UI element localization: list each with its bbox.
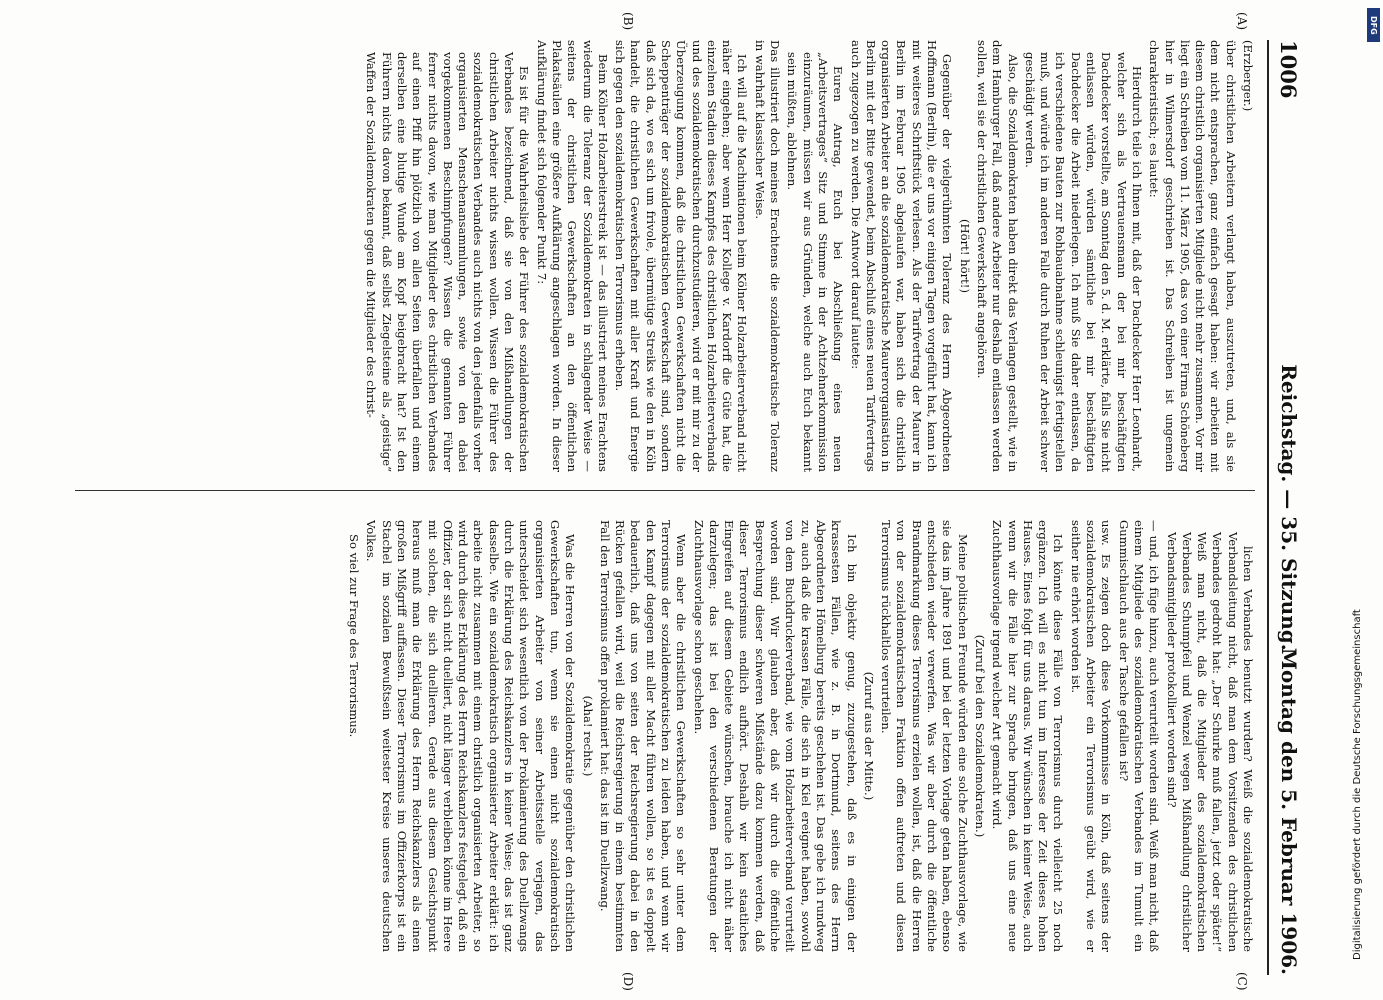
paragraph: Wenn aber die christlichen Gewerkschaften so sehr unter dem Terrorismus der sozialdemokratischen zu leiden haben, und wenn wir den Kampf dagegen mit aller Macht führen wollen, so ist es doppelt bedauerlich, daß uns von seiten der Reichsregierung dabei in den Rücken gefallen wird, weil die Reichsregierung in einem bestimmten Fall den Terrorismus offen proklamiert hat: das ist im Duellzwang. [597,520,689,952]
right-column [75,520,1255,952]
left-column [75,40,1255,472]
document-page [5,0,1325,1000]
paragraph: Das illustriert doch meines Erachtens die sozialdemokratische Toleranz in wahrhaft klassischer Weise. [752,40,783,472]
paragraph: Was die Herren von der Sozialdemokratie gegenüber den christlichen Gewerkschaften tun, wenn sie einen nicht sozialdemokratisch organisierten Arbeiter von seiner Arbeitsstelle verjagen, das unterscheidet sich wesentlich von der Proklamierung des Duellzwangs durch die Erklärung des Reichskanzlers in keiner Weise; das ist ganz dasselbe. Wie ein sozialdemokratisch organisierter Arbeiter erklärt: ich arbeite nicht zusammen mit einem christlich organisierten Arbeiter, so wird durch diese Erklärung des Herrn Reichskanzlers festgelegt, daß ein Offizier, der sich nicht duelliert, nicht länger verbleiben könne im Heere mit solchen, die sich duellieren. Gerade aus diesem Gesichtspunkt heraus muß man die Erklärung des Herrn Reichskanzlers als einen großen Mißgriff auffassen. Dieser Terrorismus im Offizierkorps ist ein Stachel im sozialen Bewußtsein weitester Kreise unseres deutschen Volkes. [364,520,578,952]
paragraph: Beim Kölner Holzarbeiterstreik ist — das illustriert meines Erachtens wiederum die Toleranz der Sozialdemokraten in schlagender Weise — seitens der christlichen Gewerkschaften an den öffentlichen Plakatsäulen eine größere Aufklärung angeschlagen worden. In dieser Aufklärung findet sich folgender Punkt 7: [534,40,610,472]
quoted-poster-cont: lichen Verbandes benutzt wurden? Weiß die sozialdemokratische Verbandsleitung nicht, daß man dem Vorsitzenden des christlichen Verbandes gedroht hat: „Der Schurke muß fallen, jetzt oder später!“ Weiß man nicht, daß die Mitglieder des sozialdemokratischen Verbandes Schumpfeil und Wenzel wegen Mißhandlung christlicher Verbandsmitglieder protokolliert worden sind? [1164,532,1255,952]
session-date: Montag den 5. Februar 1906. [1277,647,1301,975]
running-head [1267,40,1305,975]
interjection: (Aha! rechts.) [580,695,595,777]
credit-text: Digitalisierung gefördert durch die Deutsche Forschungsgemeinschaft [1352,609,1363,960]
digitization-credit [1346,0,1383,1000]
column-divider [75,490,1255,491]
quoted-reply: Euren Antrag, Euch bei Abschließung eines neuen „Arbeitsvertrages“ Sitz und Stimme in der Achtzehnerkommission einzuräumen, müssen wir aus Gründen, welche auch Euch bekannt sein müßten, ablehnen. [785,52,846,472]
paragraph: So viel zur Frage des Terrorismus. [347,534,362,738]
quoted-letter: Hierdurch teile ich Ihnen mit, daß der Dachdecker Herr Leonhardt, welcher sich als Vertrauensmann der bei mir beschäftigten Dachdecker vorstellte, am Sonntag den 5. d. M. erklärte, falls Sie nicht entlassen würden, würden sämtliche bei mir beschäftigten Dachdecker die Arbeit niederlegen. Ich muß Sie daher entlassen, da ich verschiedene Bauten zur Rohbauabnahme schleunigst fertigstellen muß, und würde ich im anderen Falle durch Ruhen der Arbeit schwer geschädigt werden. [1022,52,1144,472]
margin-marker-b: (B) [621,12,635,31]
paragraph: Ich will auf die Machinationen beim Kölner Holzarbeiterverband nicht näher eingehen; aber wenn Herr Kollege v. Kardorff die Güte hat, die einzelnen Stadien dieses Kampfes des christlichen Holzarbeiterverbands und des sozialdemokratischen durchzustudieren, wird er mit mir zu der Überzeugung kommen, daß die christlichen Gewerkschaften nicht die Scheppenträger der sozialdemokratischen Gewerkschaft sind, sondern daß sich da, wo es sich um frivole, übermütige Streiks wie den in Köln handelt, die christlichen Gewerkschaften mit aller Kraft und Energie sich gegen den sozialdemokratischen Terrorismus erheben. [613,40,750,472]
quoted-poster: Es ist für die Wahrheitsliebe der Führer des sozialdemokratischen Verbandes bezeichnend, daß sie von den Mißhandlungen der christlichen Arbeiter nichts wissen wollen. Wissen die Führer des sozialdemokratischen Verbandes auch nichts von den jedenfalls vorher organisierten Menschenansammlungen, sowie von den dabei vorgekommenen Beschimpfungen? Wissen die genannten Führer ferner nichts davon, wie man Mitglieder des christlichen Verbandes auf einen Pfiff hin plötzlich von allen Seiten überfallen und einem derselben eine blutige Wunde am Kopf beigebracht hat? Ist den Führern nichts davon bekannt, daß selbst Ziegelsteine als „geistige“ Waffen der Sozialdemokraten gegen die Mitglieder des christ- [364,52,532,472]
interjection: (Zuruf aus der Mitte.) [861,671,876,801]
speaker-label: (Erzberger.) [1241,40,1255,112]
interjection: (Hört! hört!) [957,219,972,293]
interjection: (Zuruf bei den Sozialdemokraten.) [972,634,987,838]
paragraph: Ich bin objektiv genug, zuzugestehen, daß es in einigen der krassesten Fällen, wie z. B. in Dortmund, seitens des Herrn Abgeordneten Hömelburg bereits geschehen ist. Das gebe ich rundweg zu, auch daß die krassen Fälle, die sich in Kiel ereignet haben, sowohl von dem Buchdruckerverband, wie vom Holzarbeiterverband verurteilt worden sind. Wir glauben aber, daß wir durch die öffentliche Besprechung dieser schweren Mißstände dazu kommen werden, daß dieser Terrorismus endlich aufhört. Deshalb wir kein staatliches Eingreifen auf diesem Gebiete wünschen, brauche ich nicht näher darzulegen; das ist bei den verschiedenen Beratungen der Zuchthausvorlage schon geschehen. [691,520,859,952]
paragraph: — und, ich füge hinzu, auch verurteilt worden sind. Weiß man nicht, daß einem Mitgliede des sozialdemokratischen Verbandes im Tumult ein Gummischlauch aus der Tasche gefallen ist? [1116,520,1162,952]
paragraph: Gegenüber der vielgerühmten Toleranz des Herrn Abgeordneten Hoffmann (Berlin), die er uns vor einigen Tagen vorgeführt hat, kann ich mit weiteres Schriftstück verlesen. Als der Tarifvertrag der Maurer in Berlin im Februar 1905 abgelaufen war, haben sich die christlich organisierten Arbeiter an die sozialdemokratische Maurerorganisation in Berlin mit der Bitte gewendet, beim Abschluß eines neuen Tarifvertrags auch zugezogen zu werden. Die Antwort darauf lautete: [848,40,955,472]
margin-marker-c: (C) [1235,972,1249,991]
margin-marker-d: (D) [621,972,635,991]
paragraph: usw. Es zeigen doch diese Vorkommnisse in Köln, daß seitens der sozialdemokratischen Arbeiter ein Terrorismus geübt wird, wie er seither nie erhört worden ist. [1068,520,1114,952]
dfg-logo: DFG [1367,8,1380,42]
margin-marker-a: (A) [1235,12,1249,31]
page-title: Reichstag. — 35. Sitzung. [1277,364,1301,651]
paragraph: Ich könnte diese Fälle von Terrorismus durch vielleicht 25 noch ergänzen. Ich will es nicht tun im Interesse der Zeit dieses hohen Hauses. Eines folgt für uns daraus. Wir wünschen in keiner Weise, auch wenn wir die Fälle hier zur Sprache bringen, daß uns eine neue Zuchthausvorlage irgend welcher Art gemacht wird. [990,520,1066,952]
paragraph: über christlichen Arbeitern verlangt haben, auszutreten, und, als sie dem nicht entsprachen, ganz einfach gesagt haben: wir arbeiten mit diesem christlich organisierten Mitgliede nicht mehr zusammen. Vor mir liegt ein Schreiben vom 11. März 1905, das von einer Firma Schöneberg hier in Wilmersdorf geschrieben ist. Das Schreiben ist ungemein charakteristisch; es lautet: [1147,40,1238,472]
paragraph: Also, die Sozialdemokraten haben direkt das Verlangen gestellt, wie in dem Hamburger Fall, daß andere Arbeiter nur deshalb entlassen werden sollen, weil sie der christlichen Gewerkschaft angehören. [974,40,1020,472]
paragraph: Meine politischen Freunde würden eine solche Zuchthausvorlage, wie sie das im Jahre 1891 und bei der letzten Vorlage getan haben, ebenso entschieden wieder verwerfen. Was wir aber durch die öffentliche Brandmarkung dieses Terrorismus erzielen wollen, ist, daß die Herren von der sozialdemokratischen Fraktion offen auftreten und diesen Terrorismus rückhaltlos verurteilen. [879,520,970,952]
page-number: 1006 [1276,40,1301,99]
